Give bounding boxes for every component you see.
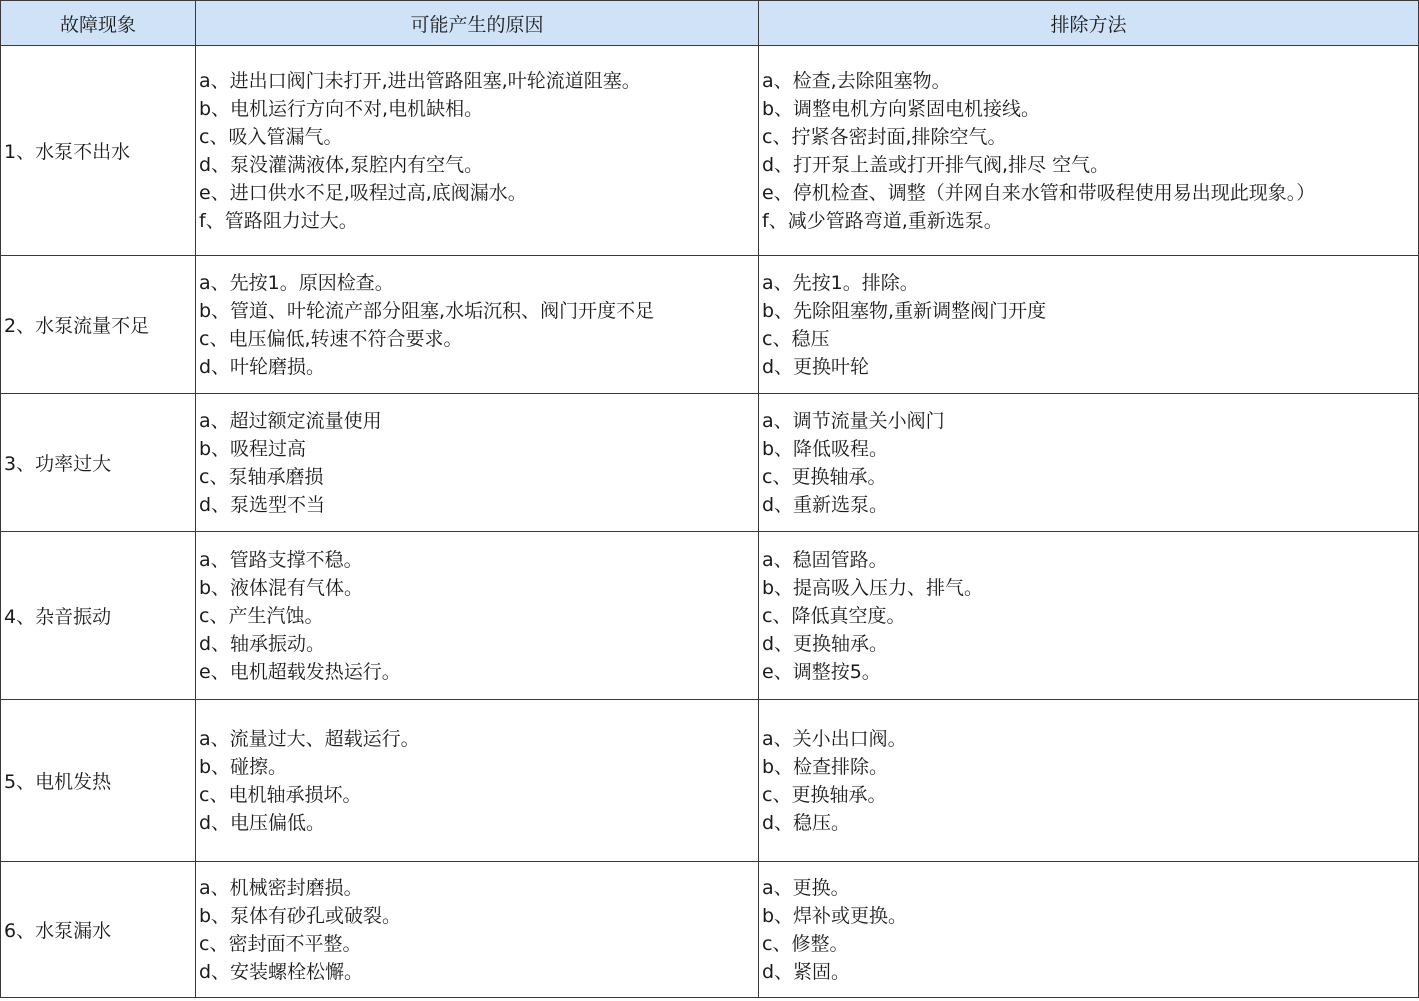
remedy-item: c、修整。 <box>762 932 849 955</box>
header-row <box>1 1 1419 46</box>
cause-cell <box>196 862 759 998</box>
remedy-item: d、稳压。 <box>762 811 851 834</box>
symptom-cell: 4、杂音振动 <box>1 532 196 700</box>
table-body <box>1 46 1419 998</box>
remedy-cell <box>759 394 1419 532</box>
symptom-cell: 2、水泵流量不足 <box>1 256 196 394</box>
remedy-cell <box>759 256 1419 394</box>
remedy-item: c、更换轴承。 <box>762 783 887 806</box>
cause-item: b、泵体有砂孔或破裂。 <box>199 904 402 927</box>
cause-cell <box>196 46 759 256</box>
cause-item: c、电机轴承损坏。 <box>199 783 362 806</box>
remedy-item: b、先除阻塞物,重新调整阀门开度 <box>762 299 1047 322</box>
remedy-item: a、先按1。排除。 <box>762 271 919 294</box>
cause-item: d、泵选型不当 <box>199 493 326 516</box>
cause-item: a、先按1。原因检查。 <box>199 271 394 294</box>
cause-cell <box>196 532 759 700</box>
symptom-cell: 1、水泵不出水 <box>1 46 196 256</box>
cause-cell <box>196 256 759 394</box>
remedy-item: e、停机检查、调整（并网自来水管和带吸程使用易出现此现象。） <box>762 181 1316 204</box>
remedy-cell <box>759 700 1419 862</box>
cause-cell <box>196 394 759 532</box>
remedy-item: d、更换叶轮 <box>762 355 870 378</box>
remedy-item: a、更换。 <box>762 876 850 899</box>
remedy-item: c、稳压 <box>762 327 830 350</box>
remedy-item: f、减少管路弯道,重新选泵。 <box>762 209 1003 232</box>
remedy-cell <box>759 862 1419 998</box>
cause-item: b、吸程过高 <box>199 437 307 460</box>
cause-item: a、进出口阀门未打开,进出管路阻塞,叶轮流道阻塞。 <box>199 69 641 92</box>
cause-item: d、电压偏低。 <box>199 811 326 834</box>
cause-item: d、安装螺栓松懈。 <box>199 960 364 983</box>
cause-item: b、管道、叶轮流产部分阻塞,水垢沉积、阀门开度不足 <box>199 299 655 322</box>
cause-item: b、电机运行方向不对,电机缺相。 <box>199 97 484 120</box>
table-row <box>1 700 1419 862</box>
header-symptom: 故障现象 <box>1 1 196 46</box>
cause-item: e、电机超载发热运行。 <box>199 660 401 683</box>
cause-item: f、管路阻力过大。 <box>199 209 358 232</box>
cause-item: d、泵没灌满液体,泵腔内有空气。 <box>199 153 484 176</box>
table-row <box>1 532 1419 700</box>
cause-item: d、轴承振动。 <box>199 632 326 655</box>
remedy-item: c、降低真空度。 <box>762 604 906 627</box>
remedy-item: d、打开泵上盖或打开排气阀,排尽 空气。 <box>762 153 1110 176</box>
remedy-item: b、焊补或更换。 <box>762 904 908 927</box>
remedy-item: b、调整电机方向紧固电机接线。 <box>762 97 1041 120</box>
remedy-item: a、关小出口阀。 <box>762 727 907 750</box>
cause-item: c、吸入管漏气。 <box>199 125 343 148</box>
cause-item: b、液体混有气体。 <box>199 576 364 599</box>
remedy-item: d、更换轴承。 <box>762 632 889 655</box>
cause-item: a、管路支撑不稳。 <box>199 548 363 571</box>
remedy-item: c、拧紧各密封面,排除空气。 <box>762 125 1007 148</box>
remedy-item: b、降低吸程。 <box>762 437 889 460</box>
cause-item: c、密封面不平整。 <box>199 932 362 955</box>
header-remedy: 排除方法 <box>759 1 1419 46</box>
cause-cell <box>196 700 759 862</box>
remedy-item: a、调节流量关小阀门 <box>762 409 945 432</box>
table-row <box>1 862 1419 998</box>
remedy-item: a、检查,去除阻塞物。 <box>762 69 951 92</box>
table-row <box>1 256 1419 394</box>
cause-item: b、碰擦。 <box>199 755 288 778</box>
remedy-item: b、检查排除。 <box>762 755 889 778</box>
remedy-item: b、提高吸入压力、排气。 <box>762 576 984 599</box>
symptom-cell: 5、电机发热 <box>1 700 196 862</box>
remedy-item: d、紧固。 <box>762 960 851 983</box>
cause-item: d、叶轮磨损。 <box>199 355 326 378</box>
cause-item: e、进口供水不足,吸程过高,底阀漏水。 <box>199 181 527 204</box>
symptom-cell: 6、水泵漏水 <box>1 862 196 998</box>
table-header <box>1 1 1419 46</box>
remedy-cell <box>759 532 1419 700</box>
cause-item: a、机械密封磨损。 <box>199 876 363 899</box>
cause-item: a、超过额定流量使用 <box>199 409 382 432</box>
remedy-item: a、稳固管路。 <box>762 548 888 571</box>
cause-item: c、产生汽蚀。 <box>199 604 324 627</box>
table-row <box>1 46 1419 256</box>
table-row <box>1 394 1419 532</box>
header-cause: 可能产生的原因 <box>196 1 759 46</box>
cause-item: c、泵轴承磨损 <box>199 465 324 488</box>
remedy-item: e、调整按5。 <box>762 660 881 683</box>
cause-item: c、电压偏低,转速不符合要求。 <box>199 327 463 350</box>
remedy-cell <box>759 46 1419 256</box>
remedy-item: d、重新选泵。 <box>762 493 889 516</box>
remedy-item: c、更换轴承。 <box>762 465 887 488</box>
cause-item: a、流量过大、超载运行。 <box>199 727 420 750</box>
symptom-cell: 3、功率过大 <box>1 394 196 532</box>
